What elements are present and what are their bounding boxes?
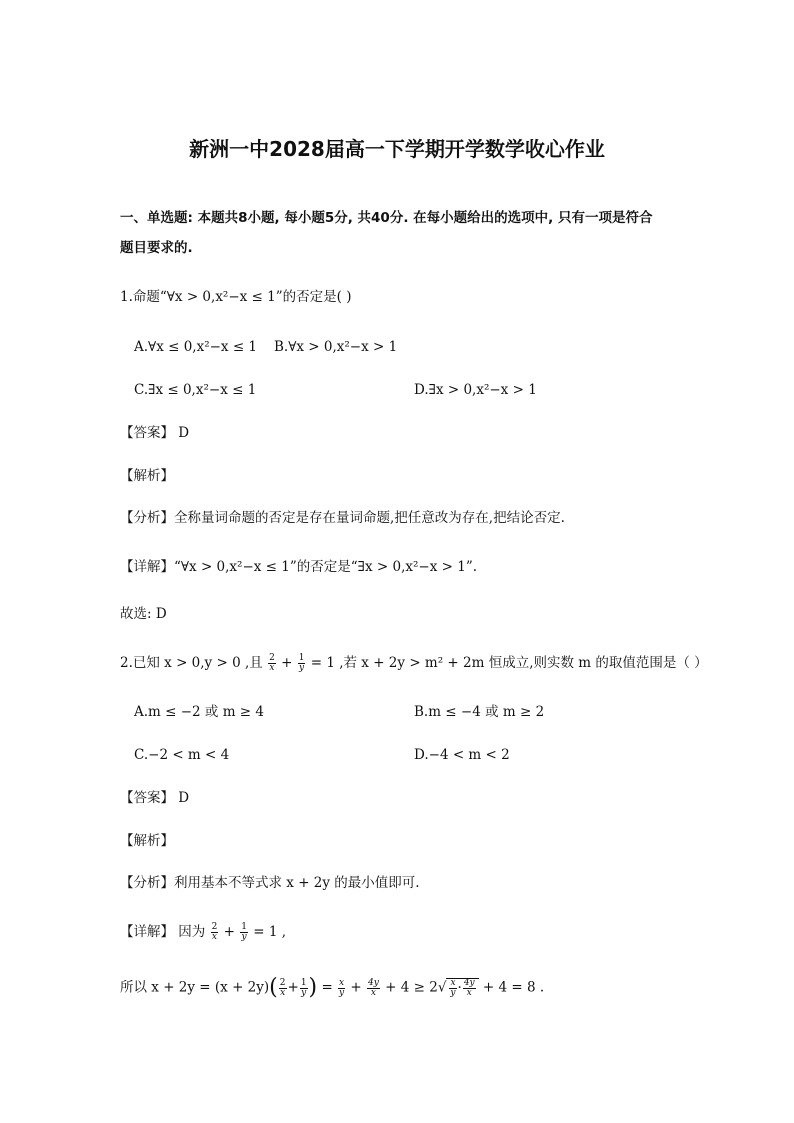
q1-choice: 故选: D — [120, 606, 167, 622]
q2-xiangjie-prefix: 【详解】 因为 — [120, 924, 206, 940]
q1-option-d: D.∃x > 0,x²−x > 1 — [414, 382, 537, 398]
document-title: 新洲一中2028届高一下学期开学数学收心作业 — [189, 137, 605, 161]
plus-sign: + — [287, 979, 299, 996]
q2-analysis-label: 【解析】 — [120, 833, 174, 849]
section-heading-line2: 题目要求的. — [120, 240, 193, 256]
multiply-dot: · — [457, 980, 462, 996]
q2-stem-fraction-2 — [298, 654, 306, 673]
fraction-denominator: y — [299, 663, 305, 673]
plus-sign: + — [223, 924, 235, 940]
q2-xiangjie — [120, 923, 286, 942]
plus-sign: + — [350, 979, 362, 996]
fraction-denominator: x — [466, 988, 472, 998]
q1-answer: 【答案】 D — [120, 425, 190, 441]
fraction-numerator: x — [339, 977, 345, 988]
fraction-numerator: 2 — [279, 977, 286, 988]
q2-stem-suffix: = 1 ,若 x + 2y > m² + 2m 恒成立,则实数 m 的取值范围是（ ） — [310, 655, 708, 671]
q2-option-a: A.m ≤ −2 或 m ≥ 4 — [134, 704, 265, 720]
q2-final-prefix: 所以 x + 2y = (x + 2y) — [120, 979, 270, 996]
q1-xiangjie: 【详解】“∀x > 0,x²−x ≤ 1”的否定是“∃x > 0,x²−x > 1”. — [120, 559, 478, 575]
q2-final-derivation — [120, 975, 545, 1000]
plus-sign: + — [281, 655, 293, 671]
sqrt-fraction-1 — [449, 979, 456, 998]
q2-final-end: + 4 = 8 . — [482, 979, 545, 996]
fraction-denominator: y — [301, 987, 307, 998]
q2-final-term-2 — [367, 979, 380, 998]
q2-final-mid: + 4 ≥ 2 — [385, 979, 438, 996]
fraction-denominator: y — [339, 987, 345, 998]
q2-xiangjie-fraction-2 — [240, 923, 248, 942]
q2-stem-prefix: 2.已知 x > 0,y > 0 ,且 — [120, 655, 263, 671]
fraction-numerator: 1 — [300, 977, 307, 988]
fraction-denominator: x — [211, 932, 217, 942]
fraction-numerator: 4y — [368, 977, 379, 988]
q2-final-term-1 — [338, 979, 345, 998]
q2-final-sqrt-body — [446, 978, 478, 998]
q2-option-d: D.−4 < m < 2 — [414, 747, 510, 763]
fraction-denominator: y — [241, 932, 247, 942]
q2-final-fraction-1 — [279, 979, 287, 998]
q2-option-c: C.−2 < m < 4 — [134, 747, 230, 763]
q2-stem-fraction-1 — [268, 654, 276, 673]
section-heading-line1: 一、单选题: 本题共8小题, 每小题5分, 共40分. 在每小题给出的选项中, 只有一项是符合 — [120, 210, 653, 226]
left-paren: ( — [269, 975, 278, 1000]
q1-option-a: A.∀x ≤ 0,x²−x ≤ 1 — [134, 339, 258, 355]
right-paren: ) — [308, 975, 318, 1000]
q1-option-b: B.∀x > 0,x²−x > 1 — [274, 339, 398, 355]
fraction-numerator: 1 — [298, 653, 305, 663]
q1-option-c: C.∃x ≤ 0,x²−x ≤ 1 — [134, 382, 257, 398]
fraction-numerator: 2 — [269, 653, 275, 663]
fraction-denominator: x — [269, 663, 275, 673]
fraction-numerator: x — [450, 978, 456, 988]
q2-fenxi: 【分析】利用基本不等式求 x + 2y 的最小值即可. — [120, 875, 420, 891]
fraction-denominator: x — [370, 987, 376, 998]
sqrt-radical-sign: √ — [437, 979, 447, 996]
q2-xiangjie-suffix: = 1 , — [253, 924, 287, 940]
q2-final-fraction-2 — [300, 979, 308, 998]
fraction-numerator: 1 — [241, 922, 247, 932]
fraction-numerator: 2 — [211, 922, 218, 932]
fraction-denominator: x — [280, 987, 286, 998]
q1-stem: 1.命题“∀x > 0,x²−x ≤ 1”的否定是( ) — [120, 289, 352, 305]
sqrt-fraction-2 — [463, 979, 476, 998]
q1-analysis-label: 【解析】 — [120, 468, 174, 484]
q2-stem — [120, 654, 708, 673]
q1-fenxi: 【分析】全称量词命题的否定是存在量词命题,把任意改为存在,把结论否定. — [120, 510, 565, 526]
fraction-denominator: y — [450, 988, 456, 998]
equals-sign: = — [321, 979, 333, 996]
q2-answer: 【答案】 D — [120, 790, 190, 806]
q2-xiangjie-fraction-1 — [211, 923, 219, 942]
q2-option-b: B.m ≤ −4 或 m ≥ 2 — [414, 704, 545, 720]
fraction-numerator: 4y — [463, 978, 475, 988]
